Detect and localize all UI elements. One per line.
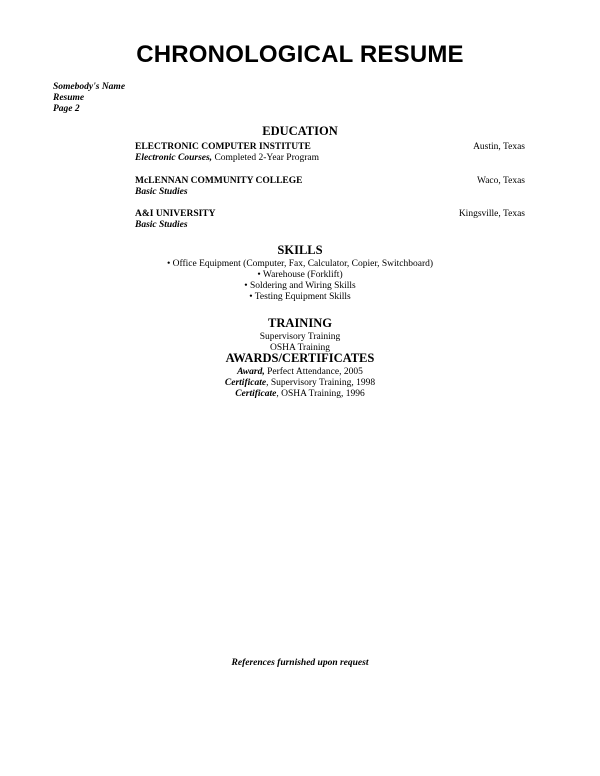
awards-list <box>0 367 600 400</box>
award-item <box>0 378 600 389</box>
education-detail-bold: Basic Studies <box>135 187 188 197</box>
education-entry <box>135 176 525 198</box>
page-header <box>53 82 125 115</box>
training-item: Supervisory Training <box>259 332 341 342</box>
institution-name: McLENNAN COMMUNITY COLLEGE <box>135 176 303 186</box>
education-detail-bold: Basic Studies <box>135 220 188 230</box>
education-entry <box>135 209 525 231</box>
skill-item: • Office Equipment (Computer, Fax, Calculator, Copier, Switchboard) <box>166 259 434 269</box>
institution-location: Kingsville, Texas <box>458 209 525 219</box>
training-item: OSHA Training <box>270 343 330 353</box>
institution-name: A&I UNIVERSITY <box>135 209 216 219</box>
education-heading: EDUCATION <box>262 124 338 138</box>
award-detail: Perfect Attendance, 2005 <box>264 367 363 377</box>
award-detail: , OSHA Training, 1996 <box>276 389 365 399</box>
institution-location: Waco, Texas <box>477 176 525 186</box>
skills-list <box>0 259 600 303</box>
award-type: Certificate <box>224 378 267 388</box>
page-title: CHRONOLOGICAL RESUME <box>136 41 464 68</box>
header-page: Page 2 <box>53 104 80 114</box>
award-item <box>0 367 600 378</box>
references-note: References furnished upon request <box>231 658 369 668</box>
institution-name: ELECTRONIC COMPUTER INSTITUTE <box>135 142 311 152</box>
skill-item: • Testing Equipment Skills <box>249 292 351 302</box>
education-entry <box>135 142 525 164</box>
award-type: Award, <box>237 367 265 377</box>
skill-item: • Soldering and Wiring Skills <box>244 281 356 291</box>
header-doc: Resume <box>53 93 85 103</box>
award-item <box>0 389 600 400</box>
education-detail-bold: Electronic Courses, <box>135 153 213 163</box>
skill-item: • Warehouse (Forklift) <box>257 270 343 280</box>
skills-heading: SKILLS <box>277 243 323 257</box>
awards-heading: AWARDS/CERTIFICATES <box>225 351 375 365</box>
education-detail: Completed 2-Year Program <box>212 153 320 163</box>
training-heading: TRAINING <box>268 316 332 330</box>
header-name: Somebody's Name <box>53 82 126 92</box>
institution-location: Austin, Texas <box>473 142 525 152</box>
award-type: Certificate <box>235 389 277 399</box>
award-detail: , Supervisory Training, 1998 <box>266 378 376 388</box>
